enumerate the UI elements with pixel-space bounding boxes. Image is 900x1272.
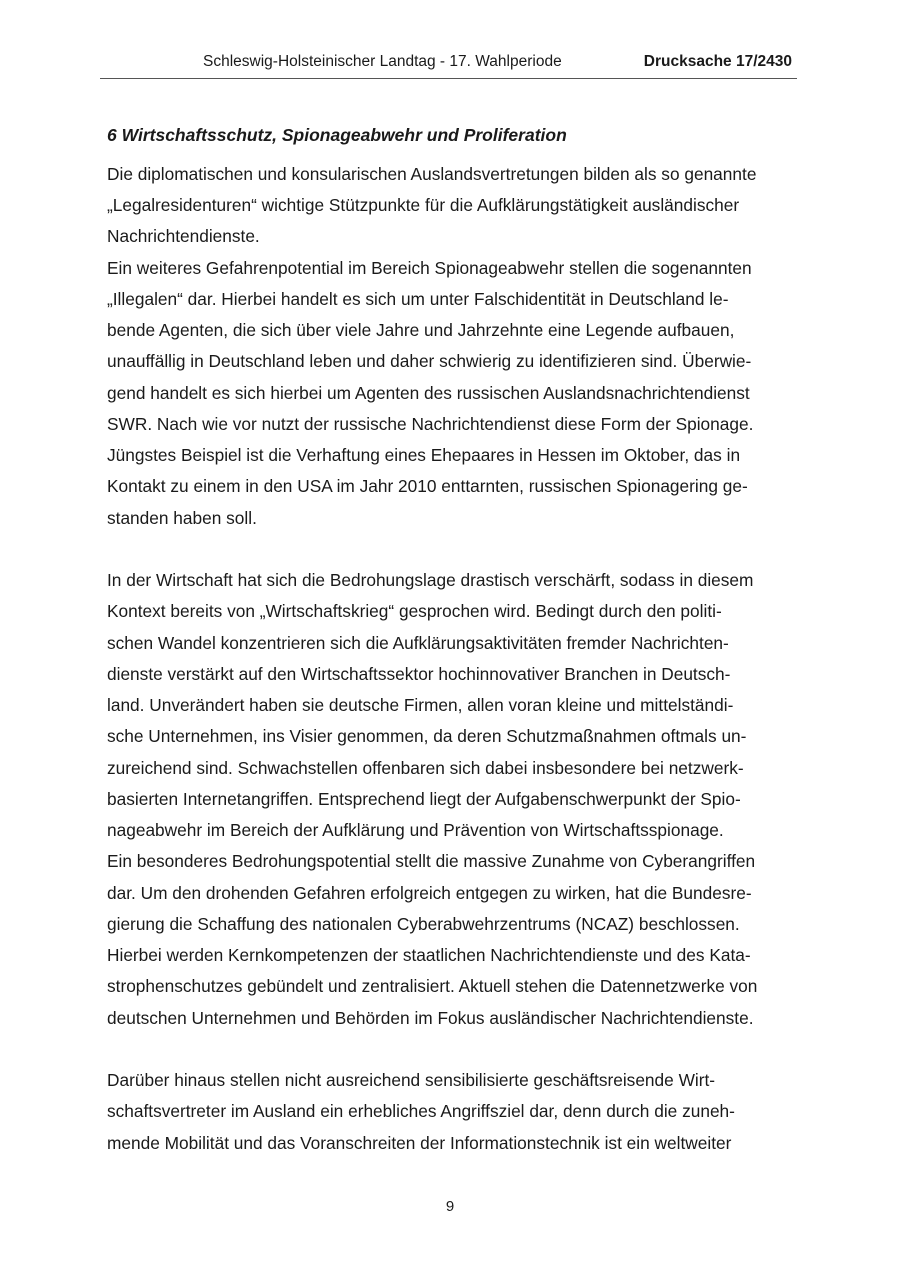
text-line: Darüber hinaus stellen nicht ausreichend sensibilisierte geschäftsreisende Wirt- [107,1070,716,1090]
text-line: Jüngstes Beispiel ist die Verhaftung eines Ehepaares in Hessen im Oktober, das in [107,445,741,465]
text-line: standen haben soll. [107,508,257,528]
text-line: basierten Internetangriffen. Entsprechend liegt der Aufgabenschwerpunkt der Spio- [107,789,741,809]
header-title: Schleswig-Holsteinischer Landtag - 17. Wahlperiode [203,53,562,70]
text-line: Hierbei werden Kernkompetenzen der staatlichen Nachrichtendienste und des Kata- [107,945,751,965]
text-line: Ein weiteres Gefahrenpotential im Bereich Spionageabwehr stellen die sogenannten [107,258,752,278]
text-line: schaftsvertreter im Ausland ein erhebliches Angriffsziel dar, denn durch die zuneh- [107,1101,735,1121]
text-line: mende Mobilität und das Voranschreiten der Informationstechnik ist ein weltweiter [107,1133,732,1153]
text-line: gend handelt es sich hierbei um Agenten des russischen Auslandsnachrichtendienst [107,383,750,403]
text-line: Nachrichtendienste. [107,226,260,246]
text-line: nageabwehr im Bereich der Aufklärung und Prävention von Wirtschaftsspionage. [107,820,724,840]
text-line: „Illegalen“ dar. Hierbei handelt es sich um unter Falschidentität in Deutschland le- [107,289,729,309]
text-line: dar. Um den drohenden Gefahren erfolgreich entgegen zu wirken, hat die Bundesre- [107,883,752,903]
text-line: deutschen Unternehmen und Behörden im Fokus ausländischer Nachrichtendienste. [107,1008,754,1028]
text-line: Ein besonderes Bedrohungspotential stellt die massive Zunahme von Cyberangriffen [107,851,756,871]
text-line: sche Unternehmen, ins Visier genommen, da deren Schutzmaßnahmen oftmals un- [107,726,747,746]
text-line: Kontakt zu einem in den USA im Jahr 2010 enttarnten, russischen Spionagering ge- [107,476,748,496]
text-line: schen Wandel konzentrieren sich die Aufklärungsaktivitäten fremder Nachrichten- [107,633,729,653]
section-heading: 6 Wirtschaftsschutz, Spionageabwehr und Proliferation [107,125,567,145]
text-line: gierung die Schaffung des nationalen Cyberabwehrzentrums (NCAZ) beschlossen. [107,914,740,934]
text-line: Kontext bereits von „Wirtschaftskrieg“ gesprochen wird. Bedingt durch den politi- [107,601,722,621]
text-line: strophenschutzes gebündelt und zentralisiert. Aktuell stehen die Datennetzwerke von [107,976,758,996]
text-line: bende Agenten, die sich über viele Jahre und Jahrzehnte eine Legende aufbauen, [107,320,735,340]
page-number: 9 [445,1198,455,1215]
text-line: land. Unverändert haben sie deutsche Firmen, allen voran kleine und mittelständi- [107,695,734,715]
text-line: dienste verstärkt auf den Wirtschaftssektor hochinnovativer Branchen in Deutsch- [107,664,731,684]
page-header [100,52,797,79]
text-line: „Legalresidenturen“ wichtige Stützpunkte für die Aufklärungstätigkeit ausländischer [107,195,740,215]
text-line: In der Wirtschaft hat sich die Bedrohungslage drastisch verschärft, sodass in diesem [107,570,754,590]
text-line: zureichend sind. Schwachstellen offenbaren sich dabei insbesondere bei netzwerk- [107,758,744,778]
header-doc-number: Drucksache 17/2430 [643,53,792,70]
text-line: SWR. Nach wie vor nutzt der russische Nachrichtendienst diese Form der Spionage. [107,414,754,434]
text-line: Die diplomatischen und konsularischen Auslandsvertretungen bilden als so genannte [107,164,757,184]
text-line: unauffällig in Deutschland leben und daher schwierig zu identifizieren sind. Überwie- [107,351,752,371]
